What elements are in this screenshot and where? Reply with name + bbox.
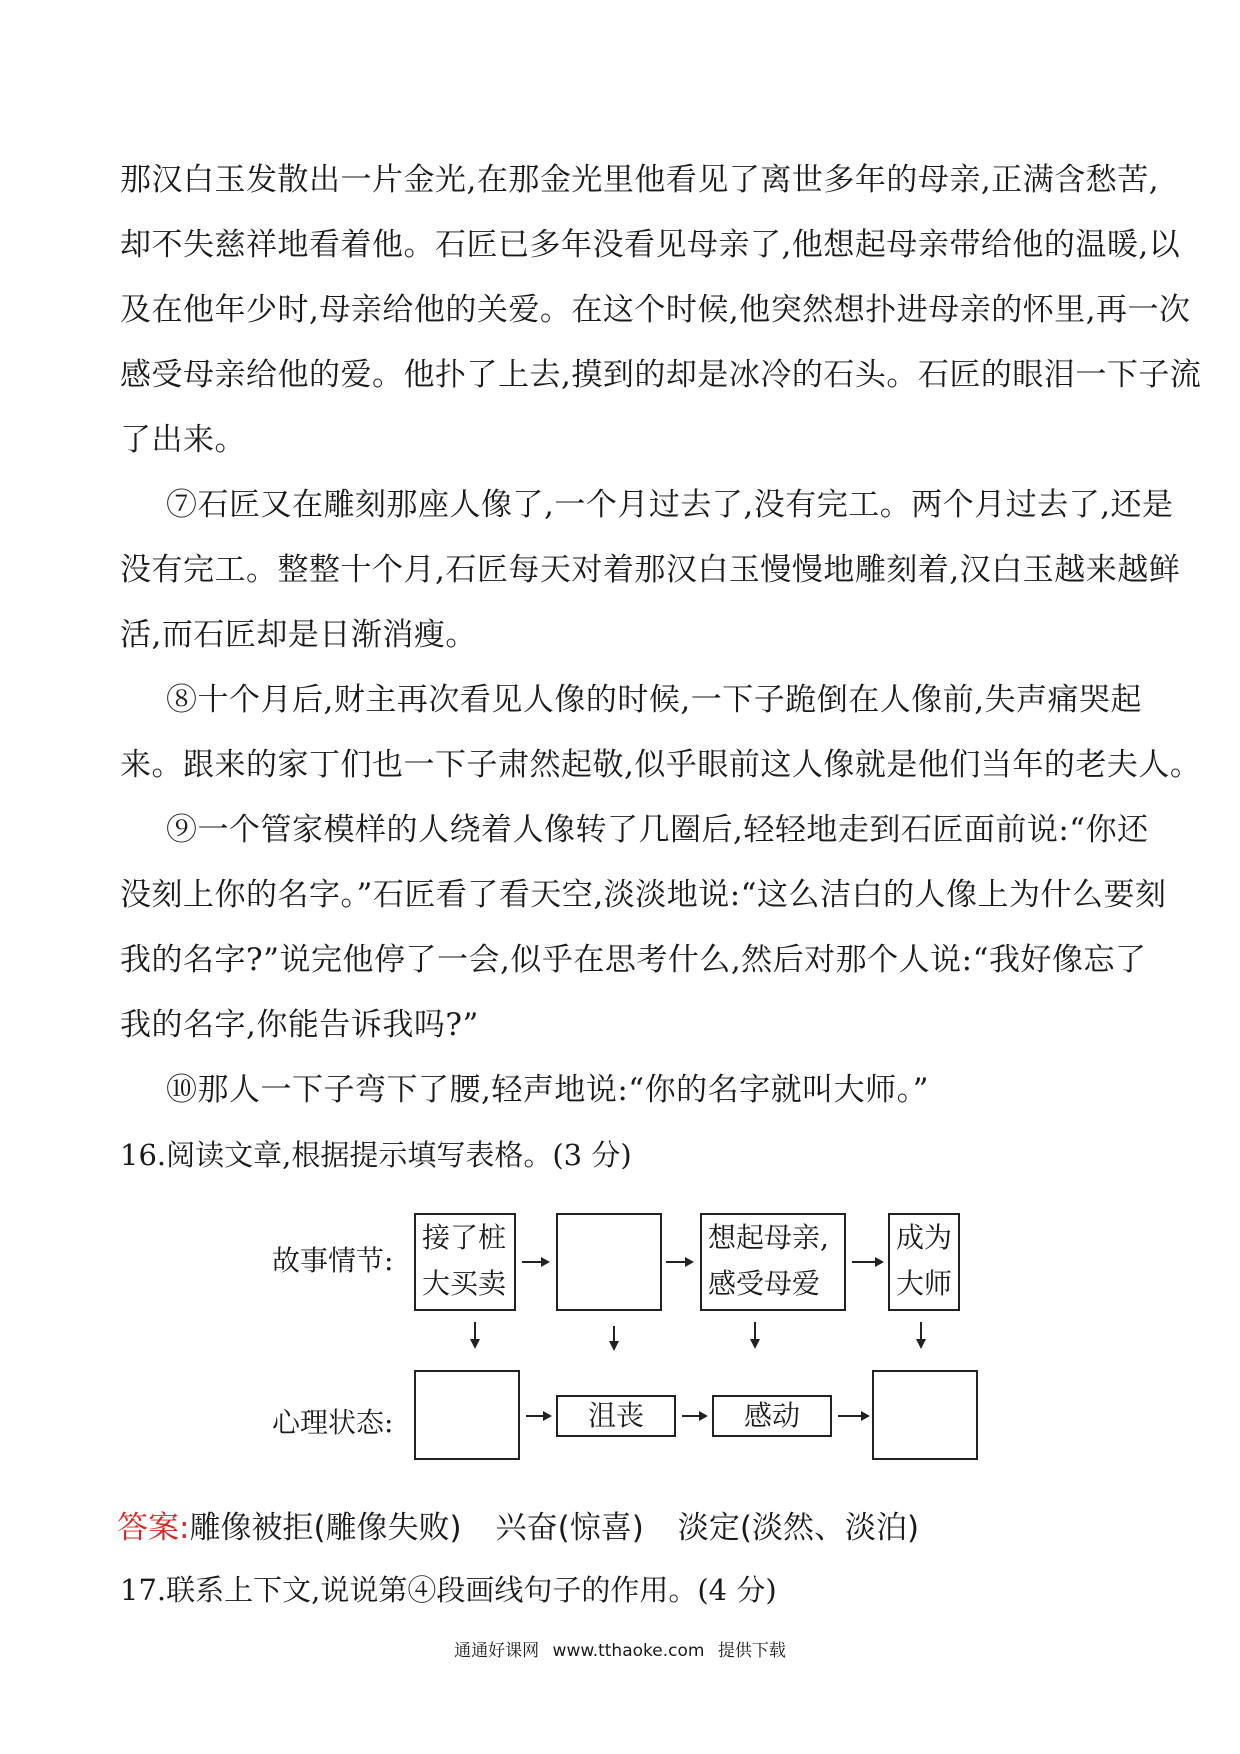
mood-box-3: 感动 [712, 1395, 832, 1437]
passage-line: 却不失慈祥地看着他。石匠已多年没看见母亲了,他想起母亲带给他的温暖,以 [120, 227, 1181, 263]
mood-box-4-blank[interactable] [872, 1370, 978, 1460]
answer-label: 答案: [117, 1510, 190, 1546]
paragraph-7: ⑦石匠又在雕刻那座人像了,一个月过去了,没有完工。两个月过去了,还是 [166, 487, 1174, 523]
page-footer [0, 1636, 1240, 1661]
right-arrow-icon [522, 1261, 548, 1263]
mood-box-2: 沮丧 [556, 1395, 676, 1437]
plot-box-4: 成为 大师 [888, 1213, 960, 1311]
answer-item: 兴奋(惊喜) [495, 1510, 644, 1546]
answer-item: 淡定(淡然、淡泊) [677, 1510, 920, 1546]
mood-box-1-blank[interactable] [414, 1370, 520, 1460]
down-arrow-icon [920, 1322, 922, 1346]
question-16: 16.阅读文章,根据提示填写表格。(3 分) [120, 1138, 632, 1172]
footer-site: 通通好课网 [454, 1641, 540, 1661]
plot-row-label: 故事情节: [272, 1244, 394, 1277]
down-arrow-icon [754, 1322, 756, 1346]
question-17: 17.联系上下文,说说第④段画线句子的作用。(4 分) [120, 1573, 777, 1607]
passage-line: 活,而石匠却是日渐消瘦。 [120, 617, 477, 653]
passage-line: 我的名字?”说完他停了一会,似乎在思考什么,然后对那个人说:“我好像忘了 [120, 942, 1147, 978]
down-arrow-icon [613, 1326, 615, 1348]
passage-line: 没有完工。整整十个月,石匠每天对着那汉白玉慢慢地雕刻着,汉白玉越来越鲜 [120, 552, 1181, 588]
right-arrow-icon [852, 1261, 882, 1263]
passage-line: 及在他年少时,母亲给他的关爱。在这个时候,他突然想扑进母亲的怀里,再一次 [120, 292, 1191, 328]
right-arrow-icon [838, 1415, 868, 1417]
paragraph-9: ⑨一个管家模样的人绕着人像转了几圈后,轻轻地走到石匠面前说:“你还 [166, 812, 1149, 848]
answer-item: 雕像被拒(雕像失败) [189, 1510, 462, 1546]
right-arrow-icon [682, 1415, 706, 1417]
paragraph-10: ⑩那人一下子弯下了腰,轻声地说:“你的名字就叫大师。” [166, 1072, 929, 1108]
passage-line: 那汉白玉发散出一片金光,在那金光里他看见了离世多年的母亲,正满含愁苦, [120, 162, 1160, 198]
footer-url[interactable]: www.tthaoke.com [552, 1641, 705, 1661]
plot-box-2-blank[interactable] [556, 1213, 662, 1311]
mood-row-label: 心理状态: [272, 1406, 394, 1439]
right-arrow-icon [526, 1415, 550, 1417]
right-arrow-icon [666, 1261, 692, 1263]
passage-line: 感受母亲给他的爱。他扑了上去,摸到的却是冰冷的石头。石匠的眼泪一下子流 [120, 357, 1202, 393]
plot-box-3: 想起母亲, 感受母爱 [700, 1213, 846, 1311]
paragraph-8: ⑧十个月后,财主再次看见人像的时候,一下子跪倒在人像前,失声痛哭起 [166, 682, 1143, 718]
passage-line: 了出来。 [120, 422, 246, 458]
passage-line: 我的名字,你能告诉我吗?” [120, 1007, 479, 1043]
down-arrow-icon [474, 1322, 476, 1346]
plot-box-1: 接了桩 大买卖 [414, 1213, 516, 1311]
answer-line [117, 1508, 919, 1548]
passage-line: 来。跟来的家丁们也一下子肃然起敬,似乎眼前这人像就是他们当年的老夫人。 [120, 747, 1202, 783]
passage-line: 没刻上你的名字。”石匠看了看天空,淡淡地说:“这么洁白的人像上为什么要刻 [120, 877, 1167, 913]
footer-note: 提供下载 [717, 1641, 786, 1661]
